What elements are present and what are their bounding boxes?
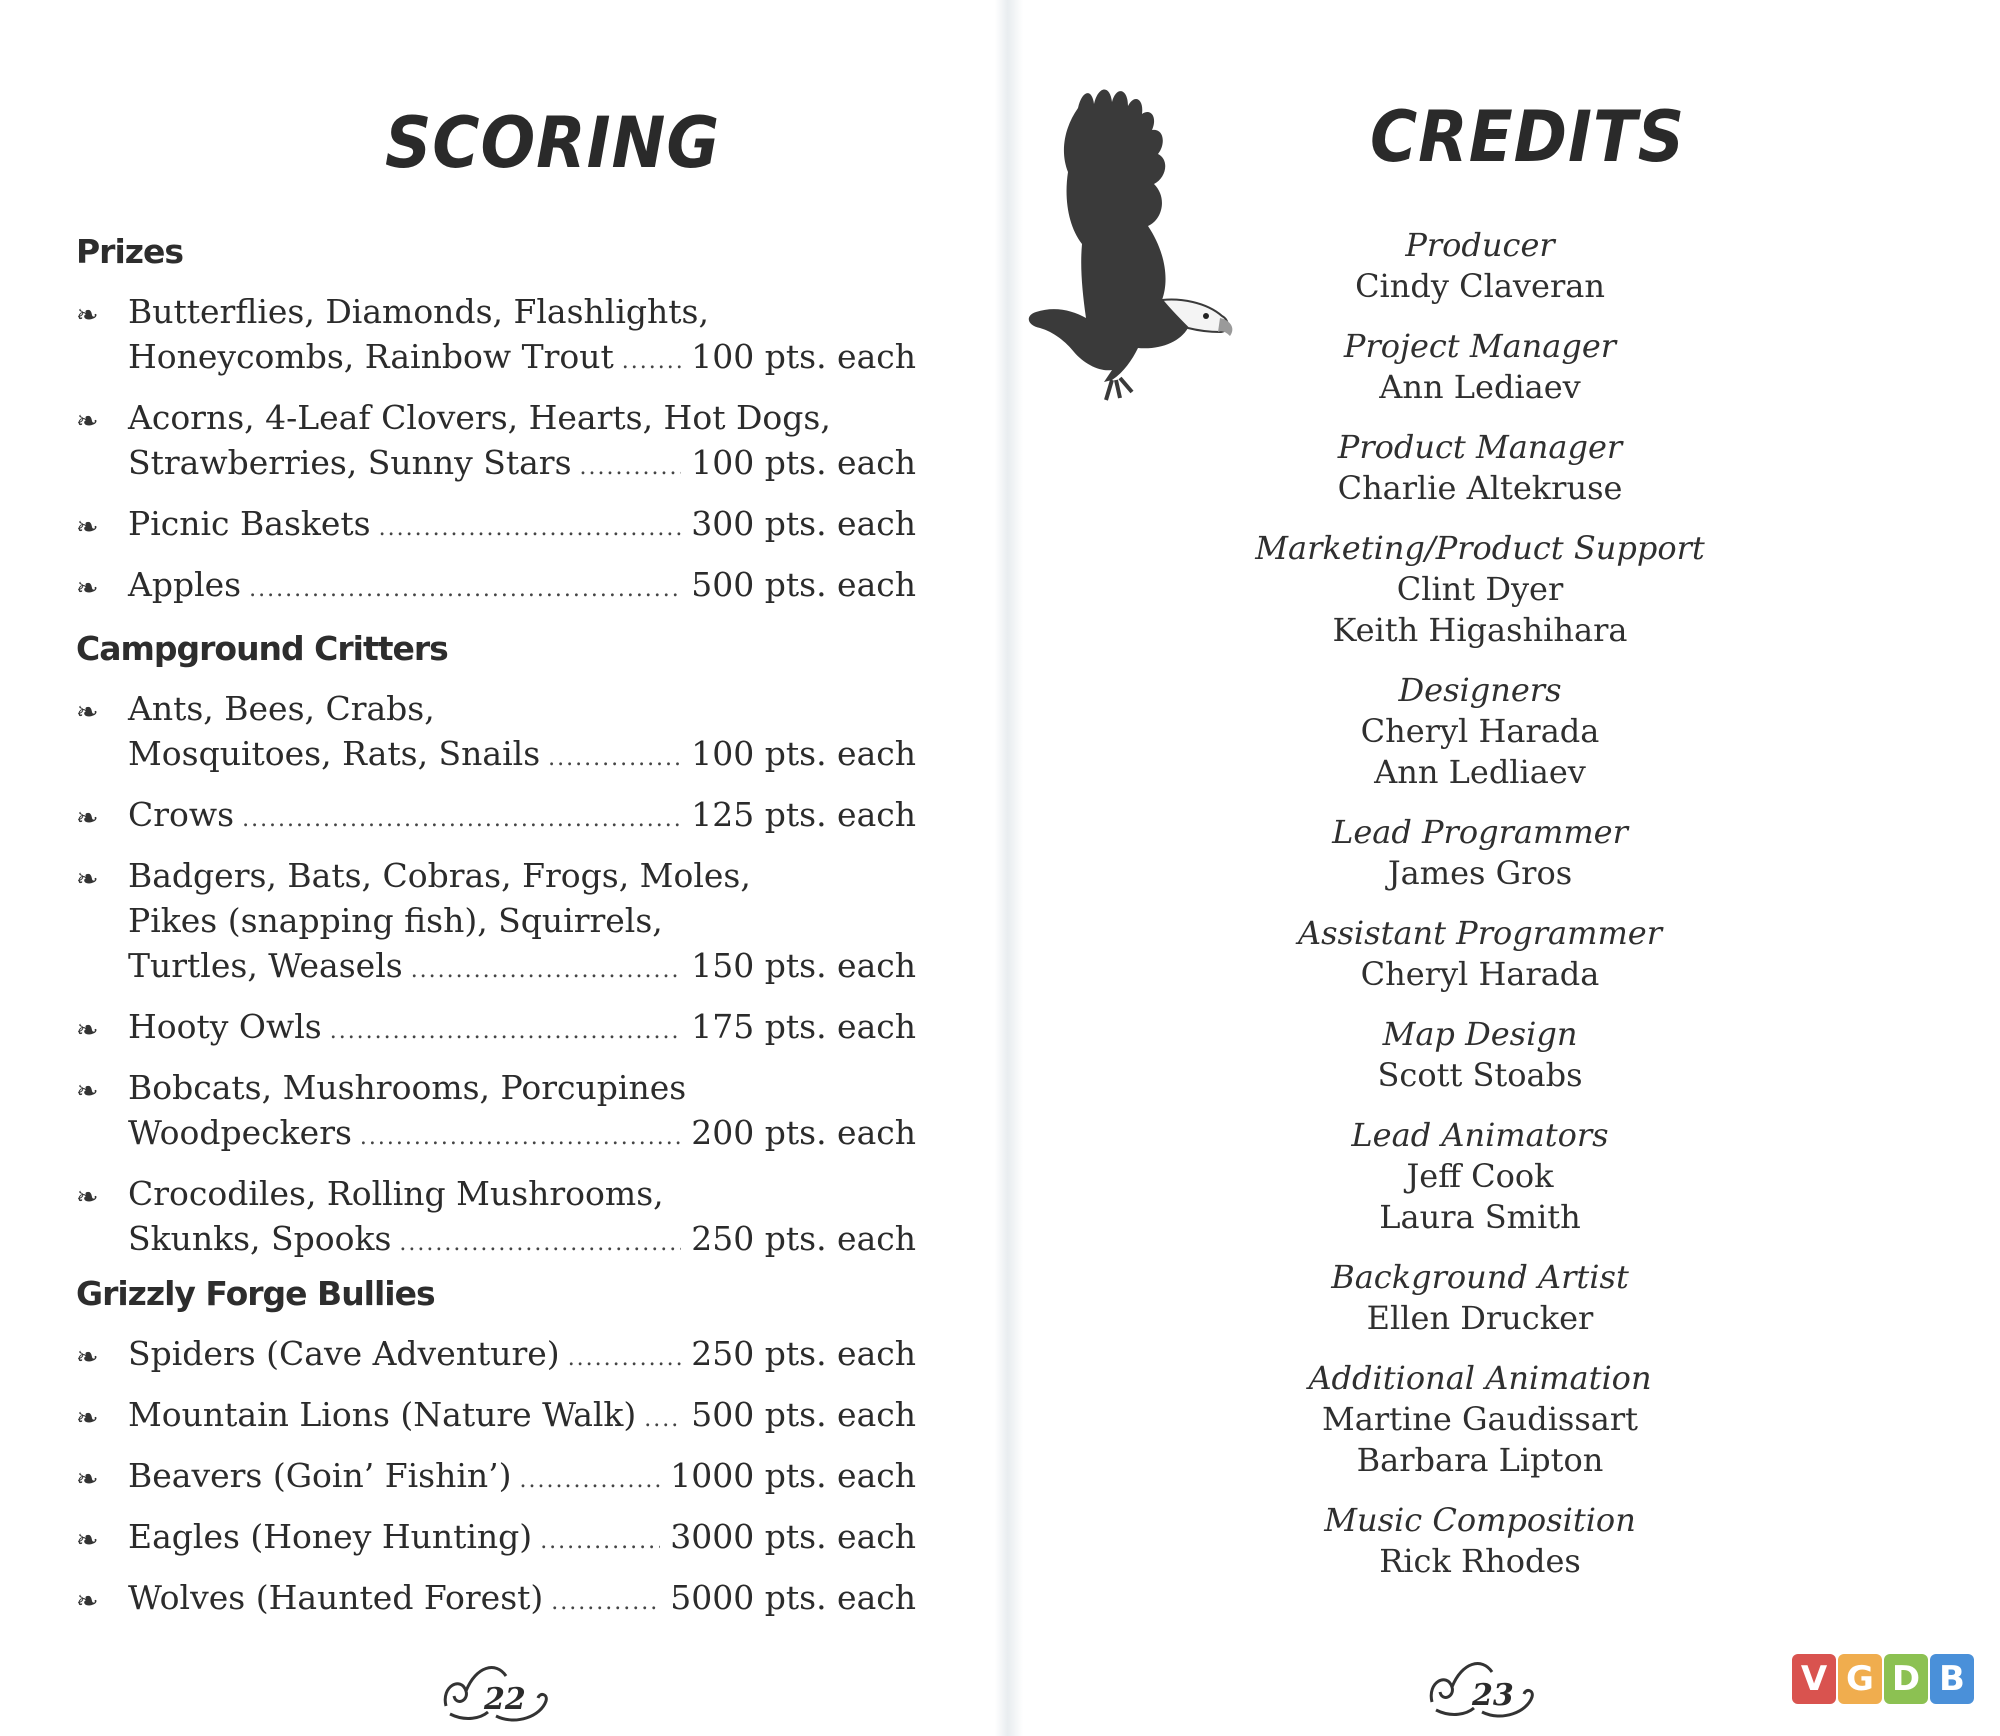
section-prizes xyxy=(76,232,916,623)
credit-name: Clint Dyer xyxy=(1396,570,1564,608)
score-item-text: Badgers, Bats, Cobras, Frogs, Moles, xyxy=(128,856,751,895)
credit-entry xyxy=(1180,224,1780,307)
score-item xyxy=(76,395,916,490)
credit-name: Laura Smith xyxy=(1379,1198,1581,1236)
score-item-text: Ants, Bees, Crabs, xyxy=(128,689,435,728)
vgdb-watermark-logo xyxy=(1792,1654,1974,1704)
score-item-line xyxy=(128,943,916,993)
score-item xyxy=(76,1171,916,1266)
credit-role: Producer xyxy=(1405,226,1555,264)
leaf-bullet-icon: ❧ xyxy=(76,406,99,437)
dot-leader xyxy=(399,1221,681,1266)
leaf-bullet-icon: ❧ xyxy=(76,1464,99,1495)
score-item xyxy=(76,1453,916,1503)
score-points: 175 pts. each xyxy=(691,1007,916,1046)
score-points: 100 pts. each xyxy=(691,337,916,376)
credit-role: Music Composition xyxy=(1324,1501,1636,1539)
score-points: 150 pts. each xyxy=(691,946,916,985)
credit-name: Ann Lediaev xyxy=(1379,368,1581,406)
credit-role: Marketing/Product Support xyxy=(1255,529,1705,567)
score-item-line xyxy=(128,1171,916,1216)
score-points: 1000 pts. each xyxy=(670,1456,916,1495)
score-item-line xyxy=(128,395,916,440)
scoring-title: SCORING xyxy=(385,102,721,184)
score-points: 250 pts. each xyxy=(691,1334,916,1373)
credit-name: Cheryl Harada xyxy=(1360,955,1600,993)
score-points: 200 pts. each xyxy=(691,1113,916,1152)
credit-role: Lead Animators xyxy=(1351,1116,1609,1154)
score-item xyxy=(76,1392,916,1442)
score-item-text: Bobcats, Mushrooms, Porcupines xyxy=(128,1068,687,1107)
credit-name: Barbara Lipton xyxy=(1356,1441,1604,1479)
score-item-line xyxy=(128,1065,916,1110)
page-number: 22 xyxy=(484,1682,526,1717)
score-item-line xyxy=(128,501,916,551)
credit-name: James Gros xyxy=(1387,854,1573,892)
credit-entry xyxy=(1180,669,1780,793)
credit-name: Scott Stoabs xyxy=(1377,1056,1583,1094)
leaf-bullet-icon: ❧ xyxy=(76,1586,99,1617)
dot-leader xyxy=(644,1397,681,1442)
score-item-text: Pikes (snapping fish), Squirrels, xyxy=(128,901,663,940)
score-item-text: Hooty Owls xyxy=(128,1007,322,1046)
score-item xyxy=(76,1331,916,1381)
page-number: 23 xyxy=(1472,1678,1514,1713)
score-item-line xyxy=(128,792,916,842)
credits-title: CREDITS xyxy=(1370,96,1686,178)
score-item-text: Crows xyxy=(128,795,235,834)
dot-leader xyxy=(360,1115,681,1160)
dot-leader xyxy=(242,797,681,842)
credit-role: Product Manager xyxy=(1337,428,1623,466)
score-item-text: Strawberries, Sunny Stars xyxy=(128,443,572,482)
credit-entry xyxy=(1180,1013,1780,1096)
credit-name: Cheryl Harada xyxy=(1360,712,1600,750)
score-item-text: Mountain Lions (Nature Walk) xyxy=(128,1395,637,1434)
score-item xyxy=(76,853,916,993)
section-campground-critters xyxy=(76,629,916,1277)
leaf-bullet-icon: ❧ xyxy=(76,300,99,331)
credit-role: Designers xyxy=(1398,671,1562,709)
credit-name: Charlie Altekruse xyxy=(1337,469,1623,507)
leaf-bullet-icon: ❧ xyxy=(76,512,99,543)
credit-entry xyxy=(1180,912,1780,995)
score-item xyxy=(76,562,916,612)
dot-leader xyxy=(580,445,682,490)
score-item xyxy=(76,501,916,551)
score-item-line xyxy=(128,1216,916,1266)
score-item-text: Honeycombs, Rainbow Trout xyxy=(128,337,614,376)
score-item-line xyxy=(128,1575,916,1625)
score-points: 500 pts. each xyxy=(691,565,916,604)
score-item-line xyxy=(128,898,916,943)
credit-role: Lead Programmer xyxy=(1332,813,1628,851)
credit-entry xyxy=(1180,1256,1780,1339)
leaf-bullet-icon: ❧ xyxy=(76,1182,99,1213)
credit-name: Jeff Cook xyxy=(1406,1157,1554,1195)
score-item-line xyxy=(128,1514,916,1564)
logo-letter: G xyxy=(1838,1654,1882,1704)
credit-name: Ann Ledliaev xyxy=(1374,753,1586,791)
leaf-bullet-icon: ❧ xyxy=(76,1076,99,1107)
leaf-bullet-icon: ❧ xyxy=(76,573,99,604)
credit-role: Additional Animation xyxy=(1308,1359,1652,1397)
score-item-text: Eagles (Honey Hunting) xyxy=(128,1517,533,1556)
credit-entry xyxy=(1180,811,1780,894)
credit-name: Martine Gaudissart xyxy=(1322,1400,1638,1438)
logo-letter: B xyxy=(1930,1654,1974,1704)
credits-list xyxy=(1180,224,1780,1600)
score-points: 100 pts. each xyxy=(691,443,916,482)
dot-leader xyxy=(411,948,682,993)
score-item-line xyxy=(128,562,916,612)
score-item-text: Acorns, 4-Leaf Clovers, Hearts, Hot Dogs, xyxy=(128,398,831,437)
credit-entry xyxy=(1180,1114,1780,1238)
score-points: 250 pts. each xyxy=(691,1219,916,1258)
logo-letter: V xyxy=(1792,1654,1836,1704)
score-item xyxy=(76,1004,916,1054)
score-item-text: Apples xyxy=(128,565,242,604)
leaf-bullet-icon: ❧ xyxy=(76,1403,99,1434)
score-item-text: Picnic Baskets xyxy=(128,504,371,543)
score-item xyxy=(76,1575,916,1625)
score-item-line xyxy=(128,334,916,384)
credit-entry xyxy=(1180,325,1780,408)
score-item-line xyxy=(128,440,916,490)
score-item-text: Skunks, Spooks xyxy=(128,1219,392,1258)
score-item-line xyxy=(128,289,916,334)
leaf-bullet-icon: ❧ xyxy=(76,1525,99,1556)
score-item xyxy=(76,792,916,842)
score-points: 500 pts. each xyxy=(691,1395,916,1434)
score-item-text: Wolves (Haunted Forest) xyxy=(128,1578,544,1617)
credit-name: Rick Rhodes xyxy=(1379,1542,1581,1580)
leaf-bullet-icon: ❧ xyxy=(76,803,99,834)
credit-entry xyxy=(1180,527,1780,651)
credit-entry xyxy=(1180,426,1780,509)
credit-name: Keith Higashihara xyxy=(1332,611,1628,649)
dot-leader xyxy=(540,1519,660,1564)
dot-leader xyxy=(548,736,681,781)
score-item-line xyxy=(128,1453,916,1503)
score-item-text: Turtles, Weasels xyxy=(128,946,403,985)
score-item-text: Beavers (Goin’ Fishin’) xyxy=(128,1456,512,1495)
leaf-bullet-icon: ❧ xyxy=(76,697,99,728)
credit-entry xyxy=(1180,1499,1780,1582)
dot-leader xyxy=(568,1336,682,1381)
section-heading: Campground Critters xyxy=(76,629,448,668)
score-item-line xyxy=(128,853,916,898)
dot-leader xyxy=(622,339,682,384)
score-item-line xyxy=(128,1392,916,1442)
leaf-bullet-icon: ❧ xyxy=(76,1015,99,1046)
score-points: 125 pts. each xyxy=(691,795,916,834)
dot-leader xyxy=(249,567,681,612)
section-grizzly-forge-bullies xyxy=(76,1274,916,1636)
score-item-line xyxy=(128,1004,916,1054)
score-item-text: Butterflies, Diamonds, Flashlights, xyxy=(128,292,709,331)
dot-leader xyxy=(551,1580,660,1625)
score-item-line xyxy=(128,1110,916,1160)
credit-name: Cindy Claveran xyxy=(1355,267,1605,305)
credit-entry xyxy=(1180,1357,1780,1481)
credit-name: Ellen Drucker xyxy=(1366,1299,1594,1337)
score-item-line xyxy=(128,1331,916,1381)
score-points: 300 pts. each xyxy=(691,504,916,543)
score-item-line xyxy=(128,731,916,781)
credit-role: Map Design xyxy=(1382,1015,1578,1053)
credit-role: Background Artist xyxy=(1331,1258,1629,1296)
leaf-bullet-icon: ❧ xyxy=(76,864,99,895)
leaf-bullet-icon: ❧ xyxy=(76,1342,99,1373)
score-points: 100 pts. each xyxy=(691,734,916,773)
section-heading: Grizzly Forge Bullies xyxy=(76,1274,435,1313)
score-item xyxy=(76,289,916,384)
credit-role: Project Manager xyxy=(1343,327,1617,365)
score-item-line xyxy=(128,686,916,731)
score-item-text: Mosquitoes, Rats, Snails xyxy=(128,734,541,773)
score-points: 3000 pts. each xyxy=(670,1517,916,1556)
dot-leader xyxy=(330,1009,682,1054)
score-item-text: Spiders (Cave Adventure) xyxy=(128,1334,560,1373)
section-heading: Prizes xyxy=(76,232,184,271)
score-item xyxy=(76,1065,916,1160)
score-item-text: Crocodiles, Rolling Mushrooms, xyxy=(128,1174,664,1213)
score-item xyxy=(76,1514,916,1564)
dot-leader xyxy=(520,1458,661,1503)
dot-leader xyxy=(379,506,682,551)
score-points: 5000 pts. each xyxy=(670,1578,916,1617)
score-item-text: Woodpeckers xyxy=(128,1113,352,1152)
credit-role: Assistant Programmer xyxy=(1297,914,1663,952)
score-item xyxy=(76,686,916,781)
logo-letter: D xyxy=(1884,1654,1928,1704)
